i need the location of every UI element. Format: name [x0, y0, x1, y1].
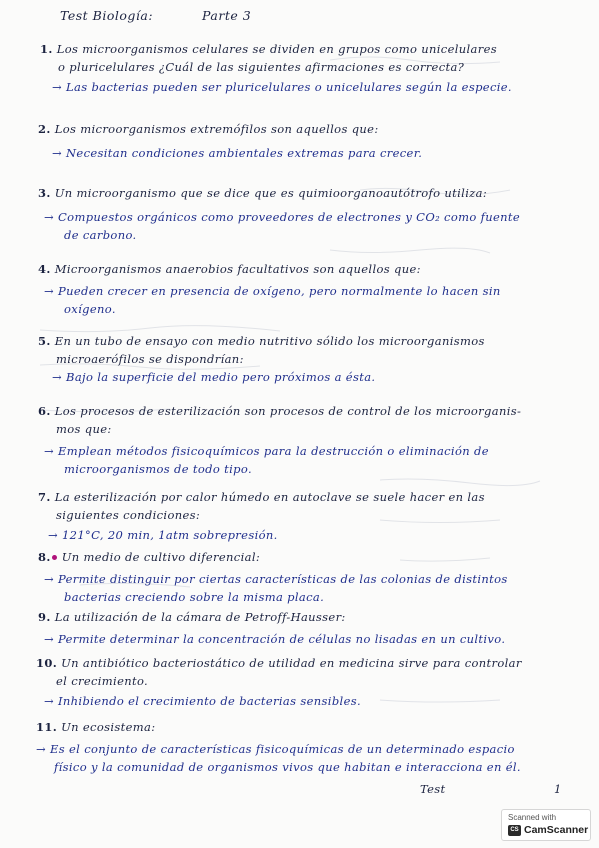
- highlight-dot-icon: [52, 555, 57, 560]
- question-text: La esterilización por calor húmedo en autoclave se suele hacer en las: [54, 490, 485, 504]
- question-text: Microorganismos anaerobios facultativos son aquellos que:: [54, 262, 421, 276]
- question-number: 2.: [38, 122, 51, 136]
- question-text: Los microorganismos extremófilos son aquellos que:: [54, 122, 379, 136]
- question-text: Un ecosistema:: [61, 720, 156, 734]
- answer-4-line-1: [44, 284, 599, 298]
- answer-2-line-1: [52, 146, 599, 160]
- arrow-icon: →: [44, 632, 54, 646]
- answer-3-line-1: [44, 210, 599, 224]
- question-1-line-2: o pluricelulares ¿Cuál de las siguientes afirmaciones es correcta?: [58, 60, 465, 74]
- answer-text: Compuestos orgánicos como proveedores de electrones y CO₂ como fuente: [58, 210, 521, 224]
- question-number: 1.: [40, 42, 53, 56]
- question-7-line-2: siguientes condiciones:: [56, 508, 201, 522]
- arrow-icon: →: [52, 80, 62, 94]
- watermark-brand: CamScanner: [524, 824, 589, 836]
- question-5-line-1: [38, 334, 599, 348]
- question-text: Los procesos de esterilización son procesos de control de los microorganis-: [54, 404, 522, 418]
- watermark-caption: Scanned with: [508, 813, 557, 822]
- answer-1-line-1: [52, 80, 599, 94]
- question-number: 3.: [38, 186, 51, 200]
- answer-text: Emplean métodos fisicoquímicos para la destrucción o eliminación de: [58, 444, 489, 458]
- answer-9-line-1: [44, 632, 599, 646]
- question-10-line-1: [36, 656, 599, 670]
- answer-text: Necesitan condiciones ambientales extremas para crecer.: [66, 146, 423, 160]
- arrow-icon: →: [52, 146, 62, 160]
- answer-4-line-2: oxígeno.: [64, 302, 116, 316]
- question-text: La utilización de la cámara de Petroff-Hausser:: [54, 610, 346, 624]
- answer-11-line-2: físico y la comunidad de organismos vivos que habitan e interacciona en él.: [54, 760, 521, 774]
- question-number: 10.: [36, 656, 58, 670]
- answer-6-line-1: [44, 444, 599, 458]
- answer-8-line-1: [44, 572, 599, 586]
- answer-text: 121°C, 20 min, 1atm sobrepresión.: [62, 528, 278, 542]
- question-2-line-1: [38, 122, 599, 136]
- question-6-line-1: [38, 404, 599, 418]
- question-number: 8.: [38, 550, 51, 564]
- answer-10-line-1: [44, 694, 599, 708]
- answer-text: Pueden crecer en presencia de oxígeno, pero normalmente lo hacen sin: [58, 284, 501, 298]
- arrow-icon: →: [44, 284, 54, 298]
- arrow-icon: →: [36, 742, 46, 756]
- question-3-line-1: [38, 186, 599, 200]
- question-8-line-1: [38, 550, 599, 564]
- question-number: 9.: [38, 610, 51, 624]
- question-text: Los microorganismos celulares se dividen en grupos como unicelulares: [56, 42, 498, 56]
- question-number: 6.: [38, 404, 51, 418]
- question-4-line-1: [38, 262, 599, 276]
- answer-11-line-1: [36, 742, 599, 756]
- question-10-line-2: el crecimiento.: [56, 674, 149, 688]
- question-number: 5.: [38, 334, 51, 348]
- answer-5-line-1: [52, 370, 599, 384]
- question-text: Un antibiótico bacteriostático de utilidad en medicina sirve para controlar: [61, 656, 522, 670]
- arrow-icon: →: [44, 210, 54, 224]
- question-number: 7.: [38, 490, 51, 504]
- question-text: Un medio de cultivo diferencial:: [61, 550, 261, 564]
- footer-label: Test: [420, 782, 446, 796]
- test-part: Parte 3: [202, 8, 252, 23]
- question-7-line-1: [38, 490, 599, 504]
- test-title: Test Biología:: [60, 8, 154, 23]
- question-text: Un microorganismo que se dice que es quimioorganoautótrofo utiliza:: [54, 186, 488, 200]
- answer-text: Es el conjunto de características fisicoquímicas de un determinado espacio: [50, 742, 515, 756]
- question-number: 11.: [36, 720, 58, 734]
- answer-7-line-1: [48, 528, 599, 542]
- answer-6-line-2: microorganismos de todo tipo.: [64, 462, 252, 476]
- answer-text: Permite distinguir por ciertas características de las colonias de distintos: [58, 572, 508, 586]
- arrow-icon: →: [44, 572, 54, 586]
- answer-8-line-2: bacterias creciendo sobre la misma placa.: [64, 590, 325, 604]
- question-text: En un tubo de ensayo con medio nutritivo sólido los microorganismos: [54, 334, 485, 348]
- test-header: [60, 8, 599, 23]
- arrow-icon: →: [44, 444, 54, 458]
- answer-text: Las bacterias pueden ser pluricelulares o unicelulares según la especie.: [66, 80, 512, 94]
- question-11-line-1: [36, 720, 599, 734]
- arrow-icon: →: [44, 694, 54, 708]
- answer-text: Permite determinar la concentración de células no lisadas en un cultivo.: [58, 632, 506, 646]
- camscanner-logo-icon: CS: [508, 825, 521, 836]
- answer-text: Bajo la superficie del medio pero próximos a ésta.: [66, 370, 376, 384]
- answer-3-line-2: de carbono.: [64, 228, 137, 242]
- question-1-line-1: [40, 42, 599, 56]
- question-number: 4.: [38, 262, 51, 276]
- camscanner-watermark: [501, 809, 591, 841]
- arrow-icon: →: [52, 370, 62, 384]
- page-number: 1: [554, 782, 562, 796]
- arrow-icon: →: [48, 528, 58, 542]
- question-9-line-1: [38, 610, 599, 624]
- question-6-line-2: mos que:: [56, 422, 112, 436]
- question-5-line-2: microaerófilos se dispondrían:: [56, 352, 244, 366]
- answer-text: Inhibiendo el crecimiento de bacterias sensibles.: [58, 694, 361, 708]
